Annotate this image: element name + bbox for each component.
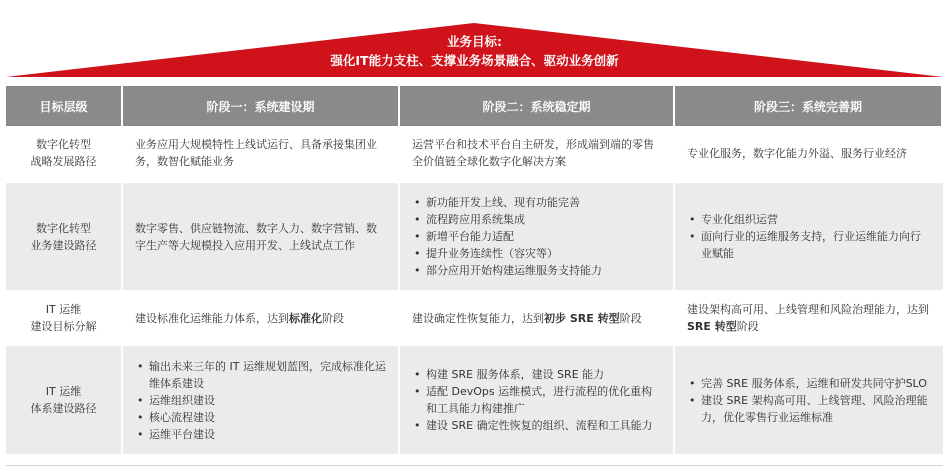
row-label-line: 建设目标分解 bbox=[30, 320, 97, 333]
header-stage-3: 阶段三：系统完善期 bbox=[675, 86, 943, 126]
row-label-line: 战略发展路径 bbox=[30, 155, 97, 168]
bullet-item: • 运维平台建设 bbox=[135, 426, 386, 443]
bullet-item: • 运维组织建设 bbox=[135, 392, 386, 409]
cell-text: 业务应用大规模特性上线试运行、具备承接集团业务，数智化赋能业务 bbox=[135, 138, 377, 168]
text-emphasis: 初步 SRE 转型 bbox=[544, 311, 620, 325]
row-label-ops-goal bbox=[6, 293, 123, 346]
bullet-item: • 部分应用开始构建运维服务支持能力 bbox=[412, 262, 661, 279]
bullet-list bbox=[687, 211, 931, 262]
header-stage-1: 阶段一：系统建设期 bbox=[123, 86, 400, 126]
text-part: 建设确定性恢复能力，达到 bbox=[412, 311, 544, 325]
banner-line-2: 强化IT能力支柱、支撑业务场景融合、驱动业务创新 bbox=[330, 53, 619, 68]
bullet-item: • 适配 DevOps 运维模式，进行流程的优化重构和工具能力构建推广 bbox=[412, 383, 661, 417]
cell-strategy-stage-1 bbox=[123, 126, 400, 183]
row-label-line: 体系建设路径 bbox=[30, 402, 97, 415]
bullet-item: • 面向行业的运维服务支持，行业运维能力向行业赋能 bbox=[687, 228, 931, 262]
bullet-list bbox=[412, 194, 661, 279]
row-label-line: IT 运维 bbox=[45, 303, 82, 316]
row-label-line: IT 运维 bbox=[45, 385, 82, 398]
cell-ops-goal-stage-3 bbox=[675, 293, 943, 346]
roadmap-table bbox=[6, 86, 943, 457]
row-label-ops-system bbox=[6, 346, 123, 457]
cell-text: 数字零售、供应链物流、数字人力、数字营销、数字生产等大规模投入应用开发、上线试点工作 bbox=[135, 221, 377, 252]
row-label-line: 数字化转型 bbox=[36, 221, 91, 235]
header-stage-2: 阶段二：系统稳定期 bbox=[400, 86, 675, 126]
bullet-item: • 核心流程建设 bbox=[135, 409, 386, 426]
bullet-item: • 完善 SRE 服务体系，运维和研发共同守护SLO bbox=[687, 375, 931, 392]
cell-ops-system-stage-2 bbox=[400, 346, 675, 457]
text-part: 阶段 bbox=[736, 320, 759, 333]
bullet-item: • 提升业务连续性（容灾等） bbox=[412, 245, 661, 262]
banner-title bbox=[0, 32, 949, 70]
cell-ops-system-stage-1 bbox=[123, 346, 400, 457]
cell-text bbox=[412, 310, 661, 327]
cell-business-stage-2 bbox=[400, 183, 675, 293]
cell-business-stage-1 bbox=[123, 183, 400, 293]
bullet-list bbox=[412, 366, 661, 434]
bullet-item: • 新增平台能力适配 bbox=[412, 228, 661, 245]
bullet-item: • 流程跨应用系统集成 bbox=[412, 211, 661, 228]
text-part: 建设标准化运维能力体系，达到 bbox=[135, 311, 289, 325]
row-label-line: 数字化转型 bbox=[36, 138, 91, 151]
cell-text bbox=[135, 310, 386, 327]
bullet-list bbox=[135, 358, 386, 443]
cell-strategy-stage-3 bbox=[675, 126, 943, 183]
banner-line-1: 业务目标: bbox=[447, 34, 502, 49]
cell-ops-system-stage-3 bbox=[675, 346, 943, 457]
bullet-item: • 构建 SRE 服务体系，建设 SRE 能力 bbox=[412, 366, 661, 383]
row-label-business bbox=[6, 183, 123, 293]
text-part: 建设架构高可用、上线管理和风险治理能力，达到 bbox=[687, 303, 929, 316]
bullet-list bbox=[687, 375, 931, 426]
text-emphasis: 标准化 bbox=[289, 311, 322, 325]
cell-text: 运营平台和技术平台自主研发，形成端到端的零售全价值链全球化数字化解决方案 bbox=[412, 138, 654, 168]
row-label-strategy bbox=[6, 126, 123, 183]
bullet-item: • 专业化组织运营 bbox=[687, 211, 931, 228]
table-bottom-divider bbox=[6, 465, 943, 466]
text-emphasis: SRE 转型 bbox=[687, 320, 737, 333]
cell-text bbox=[687, 301, 931, 335]
cell-ops-goal-stage-1 bbox=[123, 293, 400, 346]
cell-strategy-stage-2 bbox=[400, 126, 675, 183]
text-part: 阶段 bbox=[322, 311, 344, 325]
row-label-line: 业务建设路径 bbox=[30, 238, 97, 252]
cell-ops-goal-stage-2 bbox=[400, 293, 675, 346]
cell-business-stage-3 bbox=[675, 183, 943, 293]
header-level: 目标层级 bbox=[6, 86, 123, 126]
bullet-item: • 建设 SRE 确定性恢复的组织、流程和工具能力 bbox=[412, 417, 661, 434]
bullet-item: • 新功能开发上线、现有功能完善 bbox=[412, 194, 661, 211]
bullet-item: • 建设 SRE 架构高可用、上线管理、风险治理能力，优化零售行业运维标准 bbox=[687, 392, 931, 426]
text-part: 阶段 bbox=[619, 311, 642, 325]
bullet-item: • 输出未来三年的 IT 运维规划蓝图，完成标准化运维体系建设 bbox=[135, 358, 386, 392]
cell-text: 专业化服务，数字化能力外溢、服务行业经济 bbox=[687, 146, 907, 160]
